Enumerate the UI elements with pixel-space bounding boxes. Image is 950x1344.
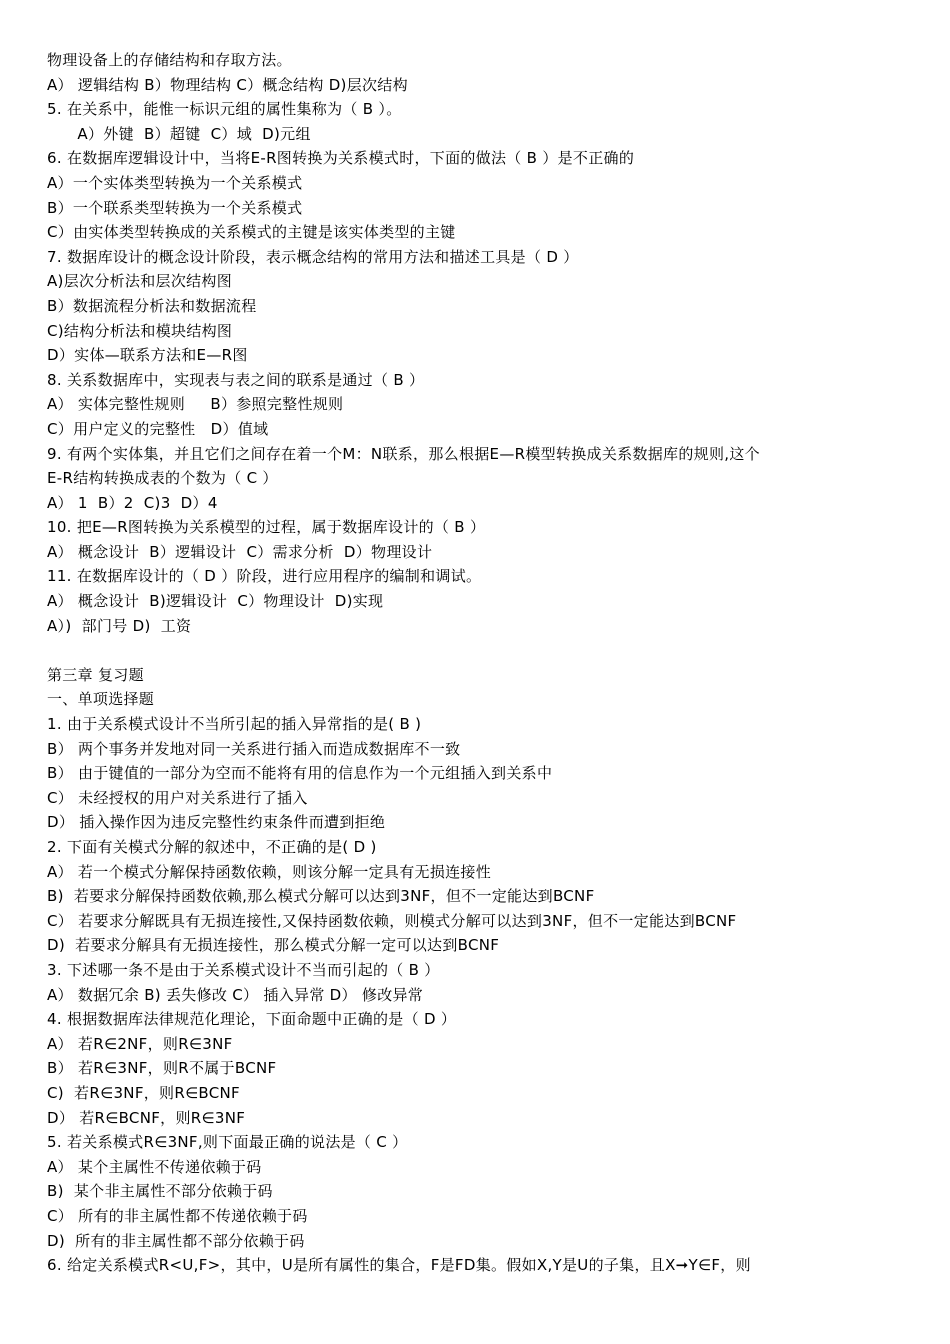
text-line: A） 若R∈2NF，则R∈3NF: [47, 1034, 233, 1053]
document-text-body: [47, 48, 917, 1278]
text-line: D）实体—联系方法和E—R图: [47, 346, 248, 365]
text-line: 一、单项选择题: [47, 690, 155, 709]
text-line: B) 若要求分解保持函数依赖,那么模式分解可以达到3NF，但不一定能达到BCNF: [47, 887, 595, 906]
text-line: C） 若要求分解既具有无损连接性,又保持函数依赖，则模式分解可以达到3NF，但不一定能达到BCNF: [47, 911, 737, 930]
text-line: D) 若要求分解具有无损连接性，那么模式分解一定可以达到BCNF: [47, 936, 500, 955]
text-line: 2. 下面有关模式分解的叙述中，不正确的是( D ): [47, 838, 377, 856]
text-line: 第三章 复习题: [47, 665, 144, 684]
text-line: C） 所有的非主属性都不传递依赖于码: [47, 1206, 308, 1225]
text-line: A）一个实体类型转换为一个关系模式: [47, 173, 303, 192]
text-line: C)结构分析法和模块结构图: [47, 321, 233, 340]
text-line: B） 若R∈3NF，则R不属于BCNF: [47, 1059, 277, 1078]
text-line: 8. 关系数据库中，实现表与表之间的联系是通过（ B ）: [47, 370, 425, 389]
text-line: A） 概念设计 B）逻辑设计 C）需求分析 D）物理设计: [47, 542, 433, 561]
text-line: 6. 给定关系模式R<U,F>，其中，U是所有属性的集合，F是FD集。假如X,Y是U的子集，且X➞Y∈F，则: [47, 1256, 751, 1275]
text-line: 1. 由于关系模式设计不当所引起的插入异常指的是( B ): [47, 715, 422, 734]
text-line: 9. 有两个实体集，并且它们之间存在着一个M：N联系，那么根据E—R模型转换成关系数据库的规则,这个: [47, 444, 760, 463]
text-line: E-R结构转换成表的个数为（ C ）: [47, 469, 278, 488]
text-line: C) 若R∈3NF，则R∈BCNF: [47, 1083, 240, 1102]
text-line: A） 实体完整性规则 B）参照完整性规则: [47, 395, 344, 414]
text-line: A） 概念设计 B)逻辑设计 C）物理设计 D)实现: [47, 592, 384, 611]
text-line: 7. 数据库设计的概念设计阶段，表示概念结构的常用方法和描述工具是（ D ）: [47, 247, 579, 266]
text-line: C） 未经授权的用户对关系进行了插入: [47, 788, 308, 807]
text-line: D） 若R∈BCNF，则R∈3NF: [47, 1108, 246, 1127]
text-line: B）数据流程分析法和数据流程: [47, 296, 257, 315]
text-line: A） 若一个模式分解保持函数依赖，则该分解一定具有无损连接性: [47, 862, 492, 881]
text-line: B) 某个非主属性不部分依赖于码: [47, 1182, 273, 1201]
text-line: A） 某个主属性不传递依赖于码: [47, 1157, 262, 1176]
text-line: A） 1 B）2 C)3 D）4: [47, 493, 218, 512]
text-line: B）一个联系类型转换为一个关系模式: [47, 198, 303, 217]
text-line: A）) 部门号 D) 工资: [47, 616, 192, 635]
text-line: 5. 若关系模式R∈3NF,则下面最正确的说法是（ C ）: [47, 1133, 408, 1152]
blank-line: [47, 638, 917, 663]
text-line: B） 两个事务并发地对同一关系进行插入而造成数据库不一致: [47, 739, 461, 758]
text-line: C）由实体类型转换成的关系模式的主键是该实体类型的主键: [47, 223, 456, 242]
text-line: A） 逻辑结构 B）物理结构 C）概念结构 D)层次结构: [47, 75, 408, 94]
text-line: 10. 把E—R图转换为关系模型的过程，属于数据库设计的（ B ）: [47, 518, 486, 537]
text-line: 3. 下述哪一条不是由于关系模式设计不当而引起的（ B ）: [47, 960, 440, 979]
text-line: 6. 在数据库逻辑设计中，当将E-R图转换为关系模式时，下面的做法（ B ）是不正确的: [47, 149, 635, 168]
text-line: D） 插入操作因为违反完整性约束条件而遭到拒绝: [47, 813, 386, 832]
text-line: B） 由于键值的一部分为空而不能将有用的信息作为一个元组插入到关系中: [47, 764, 553, 783]
text-line: C）用户定义的完整性 D）值域: [47, 419, 269, 438]
text-line: A）外键 B）超键 C）域 D)元组: [47, 124, 311, 143]
text-line: D) 所有的非主属性都不部分依赖于码: [47, 1231, 305, 1250]
text-line: A） 数据冗余 B) 丢失修改 C） 插入异常 D） 修改异常: [47, 985, 424, 1004]
text-line: 5. 在关系中，能惟一标识元组的属性集称为（ B ）。: [47, 100, 402, 119]
text-line: 11. 在数据库设计的（ D ）阶段，进行应用程序的编制和调试。: [47, 567, 482, 586]
text-line: A)层次分析法和层次结构图: [47, 272, 233, 291]
text-line: 4. 根据数据库法律规范化理论，下面命题中正确的是（ D ）: [47, 1010, 457, 1029]
text-line: 物理设备上的存储结构和存取方法。: [47, 51, 292, 69]
